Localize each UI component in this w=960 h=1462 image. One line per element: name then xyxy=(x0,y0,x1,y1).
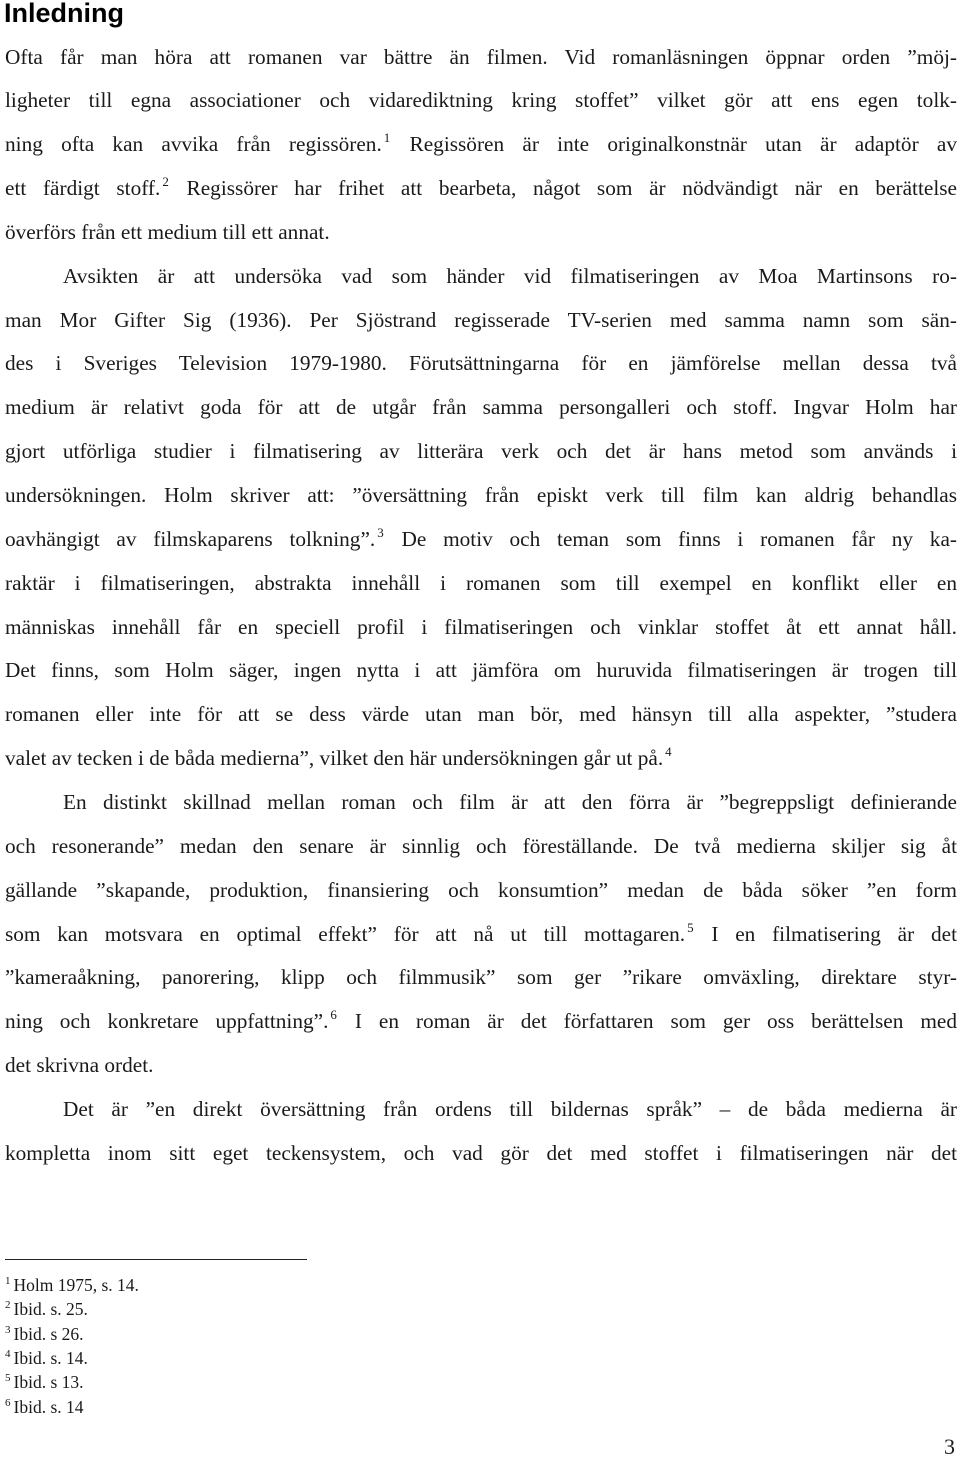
page-number: 3 xyxy=(944,1434,955,1459)
text-line: Det är ”en direkt översättning från ordens till bildernas språk” – de båda medierna är xyxy=(63,1096,957,1121)
text-line: kompletta inom sitt eget teckensystem, och vad gör det med stoffet i filmatiseringen när det xyxy=(5,1140,957,1165)
text-line: överförs från ett medium till ett annat. xyxy=(5,219,330,244)
text-segment: I en roman är det författaren som ger oss berättelsen med xyxy=(337,1009,957,1034)
footnote-number: 1 xyxy=(5,1275,11,1287)
footnote-ref: 2 xyxy=(162,174,169,190)
text-line: Det finns, som Holm säger, ingen nytta i att jämföra om huruvida filmatiseringen är trogen till xyxy=(5,658,957,683)
text-line xyxy=(5,526,957,552)
footnote-number: 2 xyxy=(5,1299,11,1312)
text-line: man Mor Gifter Sig (1936). Per Sjöstrand regisserade TV-serien med samma namn som sän- xyxy=(5,307,957,332)
footnote xyxy=(5,1397,84,1417)
footnote xyxy=(5,1324,84,1344)
footnote-text: Ibid. s. 25. xyxy=(13,1299,88,1320)
footnote-ref: 3 xyxy=(377,524,384,540)
text-segment: De motiv och teman som finns i romanen får ny ka- xyxy=(384,526,958,551)
text-line xyxy=(5,921,957,947)
text-segment: Regissörer har frihet att bearbeta, något som är nödvändigt när en berättelse xyxy=(169,176,957,201)
footnote-ref: 4 xyxy=(665,744,672,760)
text-line: En distinkt skillnad mellan roman och film är att den förra är ”begreppsligt definierande xyxy=(63,790,957,814)
text-line: det skrivna ordet. xyxy=(5,1053,154,1078)
footnote-separator xyxy=(5,1259,307,1260)
text-segment: ett färdigt stoff. xyxy=(5,176,161,201)
text-line: raktär i filmatiseringen, abstrakta innehåll i romanen som till exempel en konflikt eller en xyxy=(5,570,957,595)
text-segment: I en filmatisering är det xyxy=(694,921,957,946)
text-segment: ning och konkretare uppfattning”. xyxy=(5,1009,329,1034)
text-segment: ning ofta kan avvika från regissören. xyxy=(5,132,382,157)
footnote-text: Ibid. s. 14 xyxy=(13,1396,84,1417)
text-segment: Regissören är inte originalkonstnär utan är adaptör av xyxy=(391,132,957,157)
footnote xyxy=(5,1299,88,1319)
footnote-number: 5 xyxy=(5,1372,11,1385)
footnote-text: Holm 1975, s. 14. xyxy=(13,1275,139,1295)
text-line xyxy=(5,1008,957,1034)
text-line: undersökningen. Holm skriver att: ”översättning från episkt verk till film kan aldrig behandlas xyxy=(5,483,957,507)
footnote-ref: 5 xyxy=(687,919,694,935)
footnote-text: Ibid. s. 14. xyxy=(13,1347,88,1368)
section-heading: Inledning xyxy=(4,0,124,28)
text-line: Ofta får man höra att romanen var bättre än filmen. Vid romanläsningen öppnar orden ”möj- xyxy=(5,44,957,69)
text-line: des i Sveriges Television 1979-1980. Förutsättningarna för en jämförelse mellan dessa två xyxy=(5,351,957,376)
text-segment: oavhängigt av filmskaparens tolkning”. xyxy=(5,526,376,551)
text-line xyxy=(5,131,957,157)
text-line xyxy=(5,745,957,771)
text-line: ”kameraåkning, panorering, klipp och filmmusik” som ger ”rikare omväxling, direktare styr- xyxy=(5,965,957,990)
text-line: Avsikten är att undersöka vad som händer vid filmatiseringen av Moa Martinsons ro- xyxy=(63,263,957,288)
footnote xyxy=(5,1348,88,1368)
text-line: och resonerande” medan den senare är sinnlig och föreställande. De två medierna skiljer sig åt xyxy=(5,833,957,858)
text-line: romanen eller inte för att se dess värde utan man bör, med hänsyn till alla aspekter, ”studera xyxy=(5,702,957,727)
text-line: medium är relativt goda för att de utgår från samma persongalleri och stoff. Ingvar Holm har xyxy=(5,395,957,420)
text-line xyxy=(5,175,957,201)
text-segment: som kan motsvara en optimal effekt” för att nå ut till mottagaren. xyxy=(5,921,686,946)
footnote xyxy=(5,1275,139,1295)
footnote-ref: 6 xyxy=(330,1007,337,1023)
footnote xyxy=(5,1372,84,1392)
footnote-text: Ibid. s 13. xyxy=(13,1372,84,1393)
footnote-number: 4 xyxy=(5,1347,11,1360)
text-line: ligheter till egna associationer och vidarediktning kring stoffet” vilket gör att ens egen tolk- xyxy=(5,88,957,113)
footnote-number: 3 xyxy=(5,1323,11,1336)
footnote-ref: 1 xyxy=(383,130,391,146)
footnote-text: Ibid. s 26. xyxy=(13,1323,84,1344)
footnote-number: 6 xyxy=(5,1396,11,1409)
text-line: gällande ”skapande, produktion, finansiering och konsumtion” medan de båda söker ”en form xyxy=(5,877,957,902)
text-segment: valet av tecken i de båda medierna”, vilket den här undersökningen går ut på. xyxy=(5,746,664,771)
text-line: människas innehåll får en speciell profil i filmatiseringen och vinklar stoffet åt ett annat håll. xyxy=(5,614,957,639)
text-line: gjort utförliga studier i filmatisering av litterära verk och det är hans metod som används i xyxy=(5,439,957,464)
